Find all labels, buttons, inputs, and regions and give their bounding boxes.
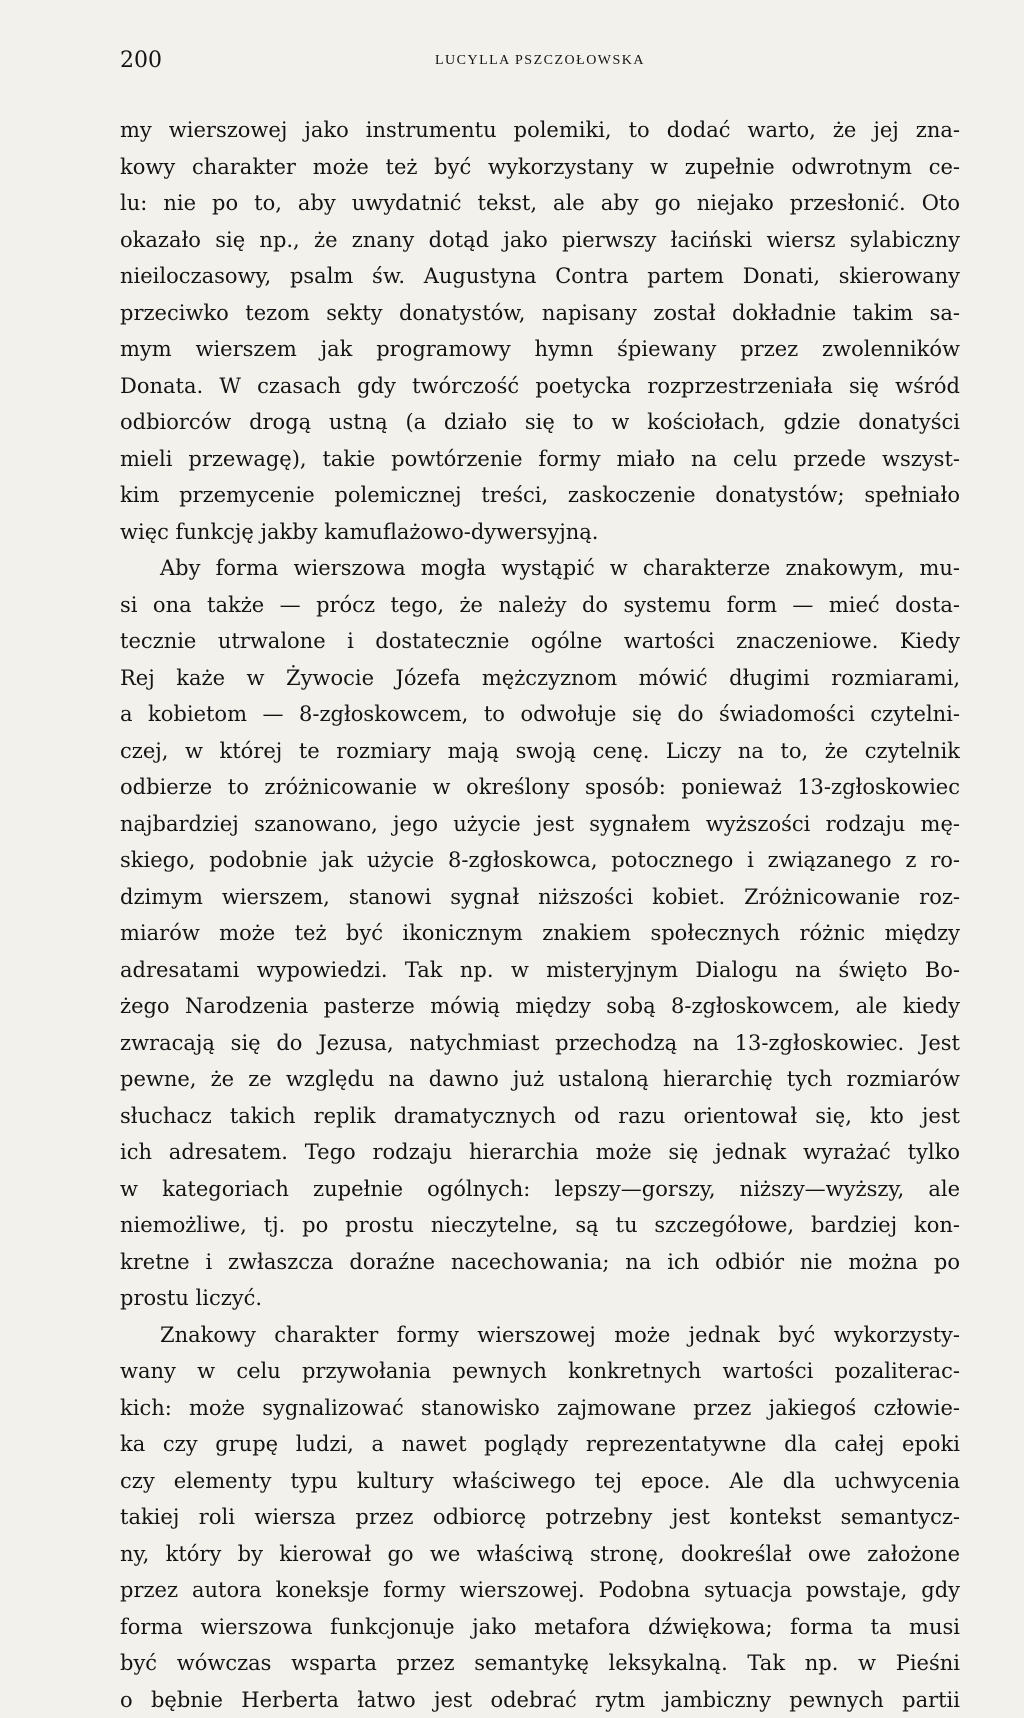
text-line: mieli przewagę), takie powtórzenie formy miało na celu przede wszyst- — [120, 441, 960, 478]
text-line: kich: może sygnalizować stanowisko zajmowane przez jakiegoś człowie- — [120, 1390, 960, 1427]
text-line: Donata. W czasach gdy twórczość poetycka rozprzestrzeniała się wśród — [120, 368, 960, 405]
text-line: takiej roli wiersza przez odbiorcę potrzebny jest kontekst semantycz- — [120, 1499, 960, 1536]
text-line: ny, który by kierował go we właściwą stronę, dookreślał owe założone — [120, 1536, 960, 1573]
body-text — [120, 112, 960, 1718]
text-line: Rej każe w Żywocie Józefa mężczyznom mówić długimi rozmiarami, — [120, 660, 960, 697]
text-line: prostu liczyć. — [120, 1280, 960, 1317]
text-line: słuchacz takich replik dramatycznych od razu orientował się, kto jest — [120, 1098, 960, 1135]
text-line: adresatami wypowiedzi. Tak np. w misteryjnym Dialogu na święto Bo- — [120, 952, 960, 989]
text-line: odbierze to zróżnicowanie w określony sposób: ponieważ 13-zgłoskowiec — [120, 769, 960, 806]
text-line: być wówczas wsparta przez semantykę leksykalną. Tak np. w Pieśni — [120, 1645, 960, 1682]
page-number: 200 — [120, 48, 162, 73]
text-line: przeciwko tezom sekty donatystów, napisany został dokładnie takim sa- — [120, 295, 960, 332]
text-line: dzimym wierszem, stanowi sygnał niższości kobiet. Zróżnicowanie roz- — [120, 879, 960, 916]
text-line: kretne i zwłaszcza doraźne nacechowania; na ich odbiór nie można po — [120, 1244, 960, 1281]
text-line: mym wierszem jak programowy hymn śpiewany przez zwolenników — [120, 331, 960, 368]
text-line: żego Narodzenia pasterze mówią między sobą 8-zgłoskowcem, ale kiedy — [120, 988, 960, 1025]
text-line: forma wierszowa funkcjonuje jako metafora dźwiękowa; forma ta musi — [120, 1609, 960, 1646]
text-line: odbiorców drogą ustną (a działo się to w kościołach, gdzie donatyści — [120, 404, 960, 441]
text-line: w kategoriach zupełnie ogólnych: lepszy—gorszy, niższy—wyższy, ale — [120, 1171, 960, 1208]
text-line: wany w celu przywołania pewnych konkretnych wartości pozaliterac- — [120, 1353, 960, 1390]
page-header — [120, 48, 960, 78]
text-line: o bębnie Herberta łatwo jest odebrać rytm jambiczny pewnych partii — [120, 1682, 960, 1718]
text-line: okazało się np., że znany dotąd jako pierwszy łaciński wiersz sylabiczny — [120, 222, 960, 259]
text-line: najbardziej szanowano, jego użycie jest sygnałem wyższości rodzaju mę- — [120, 806, 960, 843]
text-line: zwracają się do Jezusa, natychmiast przechodzą na 13-zgłoskowiec. Jest — [120, 1025, 960, 1062]
text-line: przez autora koneksje formy wierszowej. Podobna sytuacja powstaje, gdy — [120, 1572, 960, 1609]
text-line: si ona także — prócz tego, że należy do systemu form — mieć dosta- — [120, 587, 960, 624]
text-line: więc funkcję jakby kamuflażowo-dywersyjną. — [120, 514, 960, 551]
text-line: miarów może też być ikonicznym znakiem społecznych różnic między — [120, 915, 960, 952]
text-line: my wierszowej jako instrumentu polemiki, to dodać warto, że jej zna- — [120, 112, 960, 149]
text-line: a kobietom — 8-zgłoskowcem, to odwołuje się do świadomości czytelni- — [120, 696, 960, 733]
text-line: Znakowy charakter formy wierszowej może jednak być wykorzysty- — [120, 1317, 960, 1354]
text-line: ich adresatem. Tego rodzaju hierarchia może się jednak wyrażać tylko — [120, 1134, 960, 1171]
text-line: lu: nie po to, aby uwydatnić tekst, ale aby go niejako przesłonić. Oto — [120, 185, 960, 222]
text-line: czy elementy typu kultury właściwego tej epoce. Ale dla uchwycenia — [120, 1463, 960, 1500]
text-line: Aby forma wierszowa mogła wystąpić w charakterze znakowym, mu- — [120, 550, 960, 587]
text-line: pewne, że ze względu na dawno już ustaloną hierarchię tych rozmiarów — [120, 1061, 960, 1098]
text-line: kim przemycenie polemicznej treści, zaskoczenie donatystów; spełniało — [120, 477, 960, 514]
text-line: ka czy grupę ludzi, a nawet poglądy reprezentatywne dla całej epoki — [120, 1426, 960, 1463]
text-line: skiego, podobnie jak użycie 8-zgłoskowca, potocznego i związanego z ro- — [120, 842, 960, 879]
text-line: kowy charakter może też być wykorzystany w zupełnie odwrotnym ce- — [120, 149, 960, 186]
running-title: LUCYLLA PSZCZOŁOWSKA — [120, 53, 960, 69]
text-line: czej, w której te rozmiary mają swoją cenę. Liczy na to, że czytelnik — [120, 733, 960, 770]
text-line: niemożliwe, tj. po prostu nieczytelne, są tu szczegółowe, bardziej kon- — [120, 1207, 960, 1244]
text-line: tecznie utrwalone i dostatecznie ogólne wartości znaczeniowe. Kiedy — [120, 623, 960, 660]
text-line: nieiloczasowy, psalm św. Augustyna Contra partem Donati, skierowany — [120, 258, 960, 295]
